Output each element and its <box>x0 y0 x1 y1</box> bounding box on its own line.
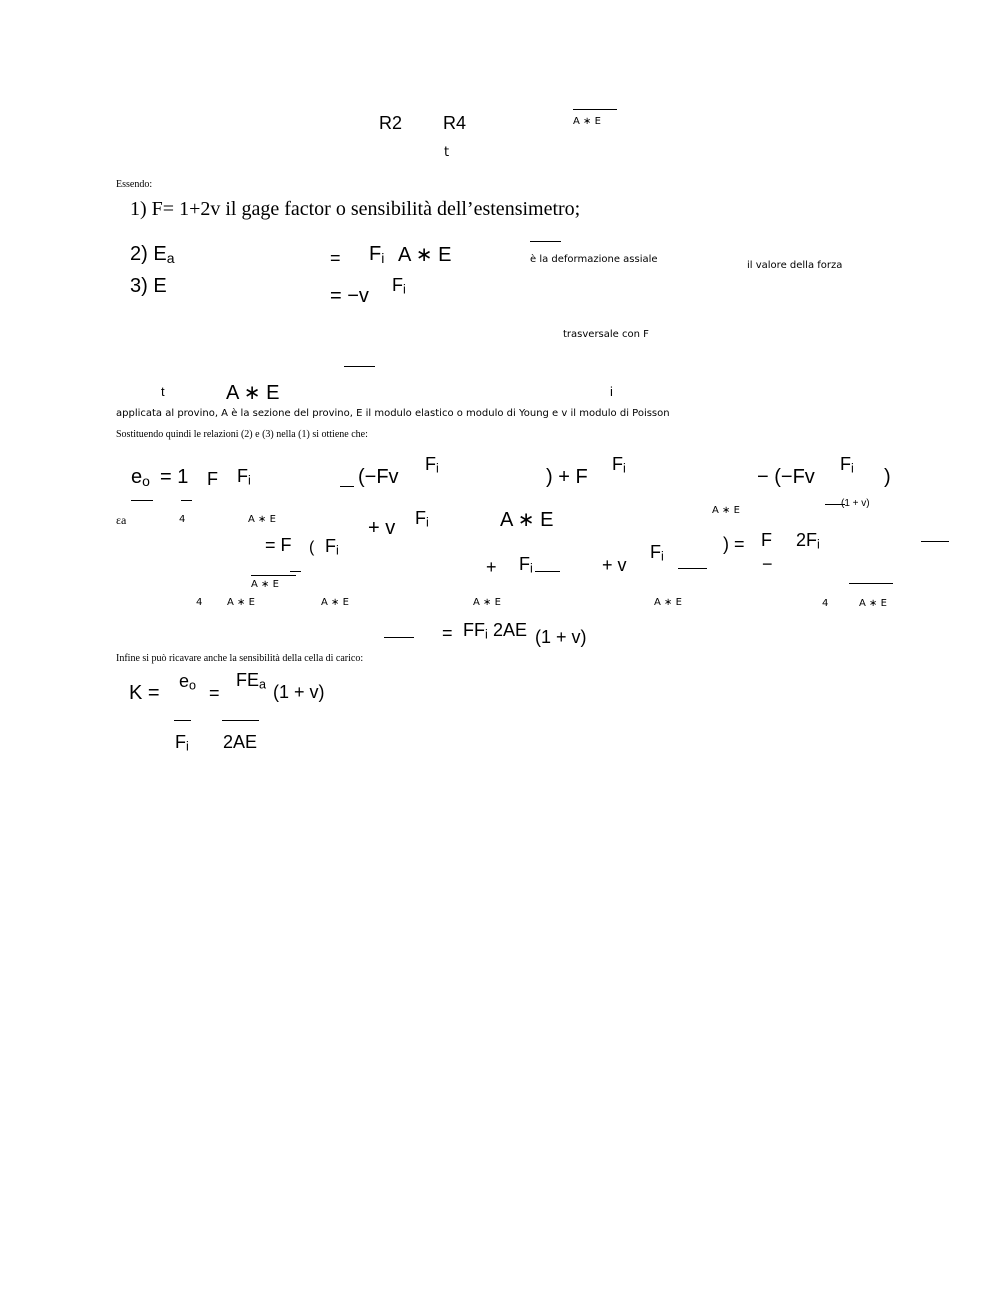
open-paren: ( <box>309 539 315 556</box>
fi-symbol: $F_i$ <box>325 536 339 558</box>
eo-symbol: $e_o$ <box>131 466 150 489</box>
item-2-label: 2) $E_a$ <box>130 243 175 266</box>
item-2-ae: A ∗ E <box>398 244 452 266</box>
minus-fv-2: − (−Fv <box>757 466 815 488</box>
fraction-bar <box>344 366 375 367</box>
fraction-bar <box>921 541 949 542</box>
infine-text: Infine si può ricavare anche la sensibilità della cella di carico: <box>116 653 364 664</box>
k-eq: K = <box>129 682 160 704</box>
fi-symbol: $F_i$ <box>612 454 626 476</box>
ae-denominator: A ∗ E <box>321 597 349 608</box>
item-3-fi: $F_i$ <box>392 275 406 297</box>
fraction-bar <box>535 571 560 572</box>
ae-denominator: A ∗ E <box>473 597 501 608</box>
item-2-eq: = <box>330 248 341 268</box>
fraction-bar <box>290 571 301 572</box>
fi-symbol: $F_i$ <box>650 542 664 564</box>
ae-denominator: A ∗ E <box>573 116 601 127</box>
plus-sign: + <box>486 557 497 577</box>
fraction-bar <box>222 720 259 721</box>
item-1: 1) F= 1+2v il gage factor o sensibilità dell’estensimetro; <box>130 198 581 220</box>
fi-symbol: $F_i$ <box>519 554 533 576</box>
r4-symbol: R4 <box>443 113 467 133</box>
fea-symbol: $FE_a$ <box>236 670 267 692</box>
eo-symbol: $e_o$ <box>179 671 197 693</box>
two-ae-denominator: 2AE <box>223 732 258 752</box>
ae-denominator-big: A ∗ E <box>226 382 280 404</box>
f-symbol: F <box>761 530 772 550</box>
t-subscript-2: t <box>161 384 165 399</box>
ea-symbol: εa <box>116 513 127 527</box>
ae-denominator: A ∗ E <box>227 597 255 608</box>
fraction-bar <box>530 241 561 242</box>
i-subscript: i <box>610 384 613 399</box>
result-ffi: $FF_i$ <box>463 620 488 642</box>
plus-v: + v <box>602 555 627 575</box>
four-denominator: 4 <box>822 598 829 609</box>
fi-symbol: $F_i$ <box>237 466 251 488</box>
two-fi: $2F_i$ <box>796 530 820 552</box>
f-symbol: F <box>207 469 218 489</box>
forza-text: il valore della forza <box>747 260 843 271</box>
fi-symbol: $F_i$ <box>425 454 439 476</box>
trasversale-text: trasversale con F <box>563 329 649 340</box>
one-plus-v-small: (1 + v) <box>841 498 870 509</box>
plus-f: ) + F <box>546 466 588 488</box>
r2-symbol: R2 <box>379 113 403 133</box>
k-one-plus-v: (1 + v) <box>273 682 325 702</box>
item-2-fi: $F_i$ <box>369 243 385 266</box>
fraction-bar <box>251 575 296 576</box>
eq-one: = 1 <box>160 466 189 488</box>
applicata-text: applicata al provino, A è la sezione del provino, E il modulo elastico o modulo di Young e v il modulo di Poisson <box>116 408 670 419</box>
fraction-bar <box>573 109 617 110</box>
fraction-bar <box>174 720 191 721</box>
close-paren: ) <box>884 466 891 488</box>
close-eq: ) = <box>723 534 745 554</box>
fi-symbol: $F_i$ <box>415 508 429 530</box>
fraction-bar <box>131 500 153 501</box>
result-eq: = <box>442 623 453 643</box>
plus-v: + v <box>368 517 396 539</box>
ae-denominator: A ∗ E <box>251 579 279 590</box>
minus-sign: − <box>762 554 773 574</box>
essendo-label: Essendo: <box>116 179 153 190</box>
t-subscript: t <box>444 145 450 160</box>
ae-denominator: A ∗ E <box>859 598 887 609</box>
item-3-label: 3) E <box>130 275 167 297</box>
ae-denominator: A ∗ E <box>248 514 276 525</box>
four-denominator: 4 <box>196 597 203 608</box>
ae-denominator-big: A ∗ E <box>500 509 554 531</box>
k-eq-sign: = <box>209 683 220 703</box>
fraction-bar <box>384 637 414 638</box>
item-3-eq: = −v <box>330 285 369 307</box>
fi-symbol: $F_i$ <box>840 454 854 476</box>
result-one-plus-v: (1 + v) <box>535 627 587 647</box>
result-two-ae: 2AE <box>493 620 528 640</box>
ae-denominator: A ∗ E <box>712 505 740 516</box>
four-denominator: 4 <box>179 514 186 525</box>
ae-denominator: A ∗ E <box>654 597 682 608</box>
item-2-desc: è la deformazione assiale <box>530 254 658 265</box>
minus-fv: (−Fv <box>358 466 399 488</box>
fraction-bar <box>849 583 893 584</box>
fraction-bar <box>340 486 354 487</box>
fraction-bar <box>678 568 707 569</box>
fi-denominator: $F_i$ <box>175 732 189 754</box>
eq-f: = F <box>265 535 292 555</box>
fraction-bar <box>181 500 192 501</box>
sostituendo-text: Sostituendo quindi le relazioni (2) e (3) nella (1) si ottiene che: <box>116 429 368 440</box>
